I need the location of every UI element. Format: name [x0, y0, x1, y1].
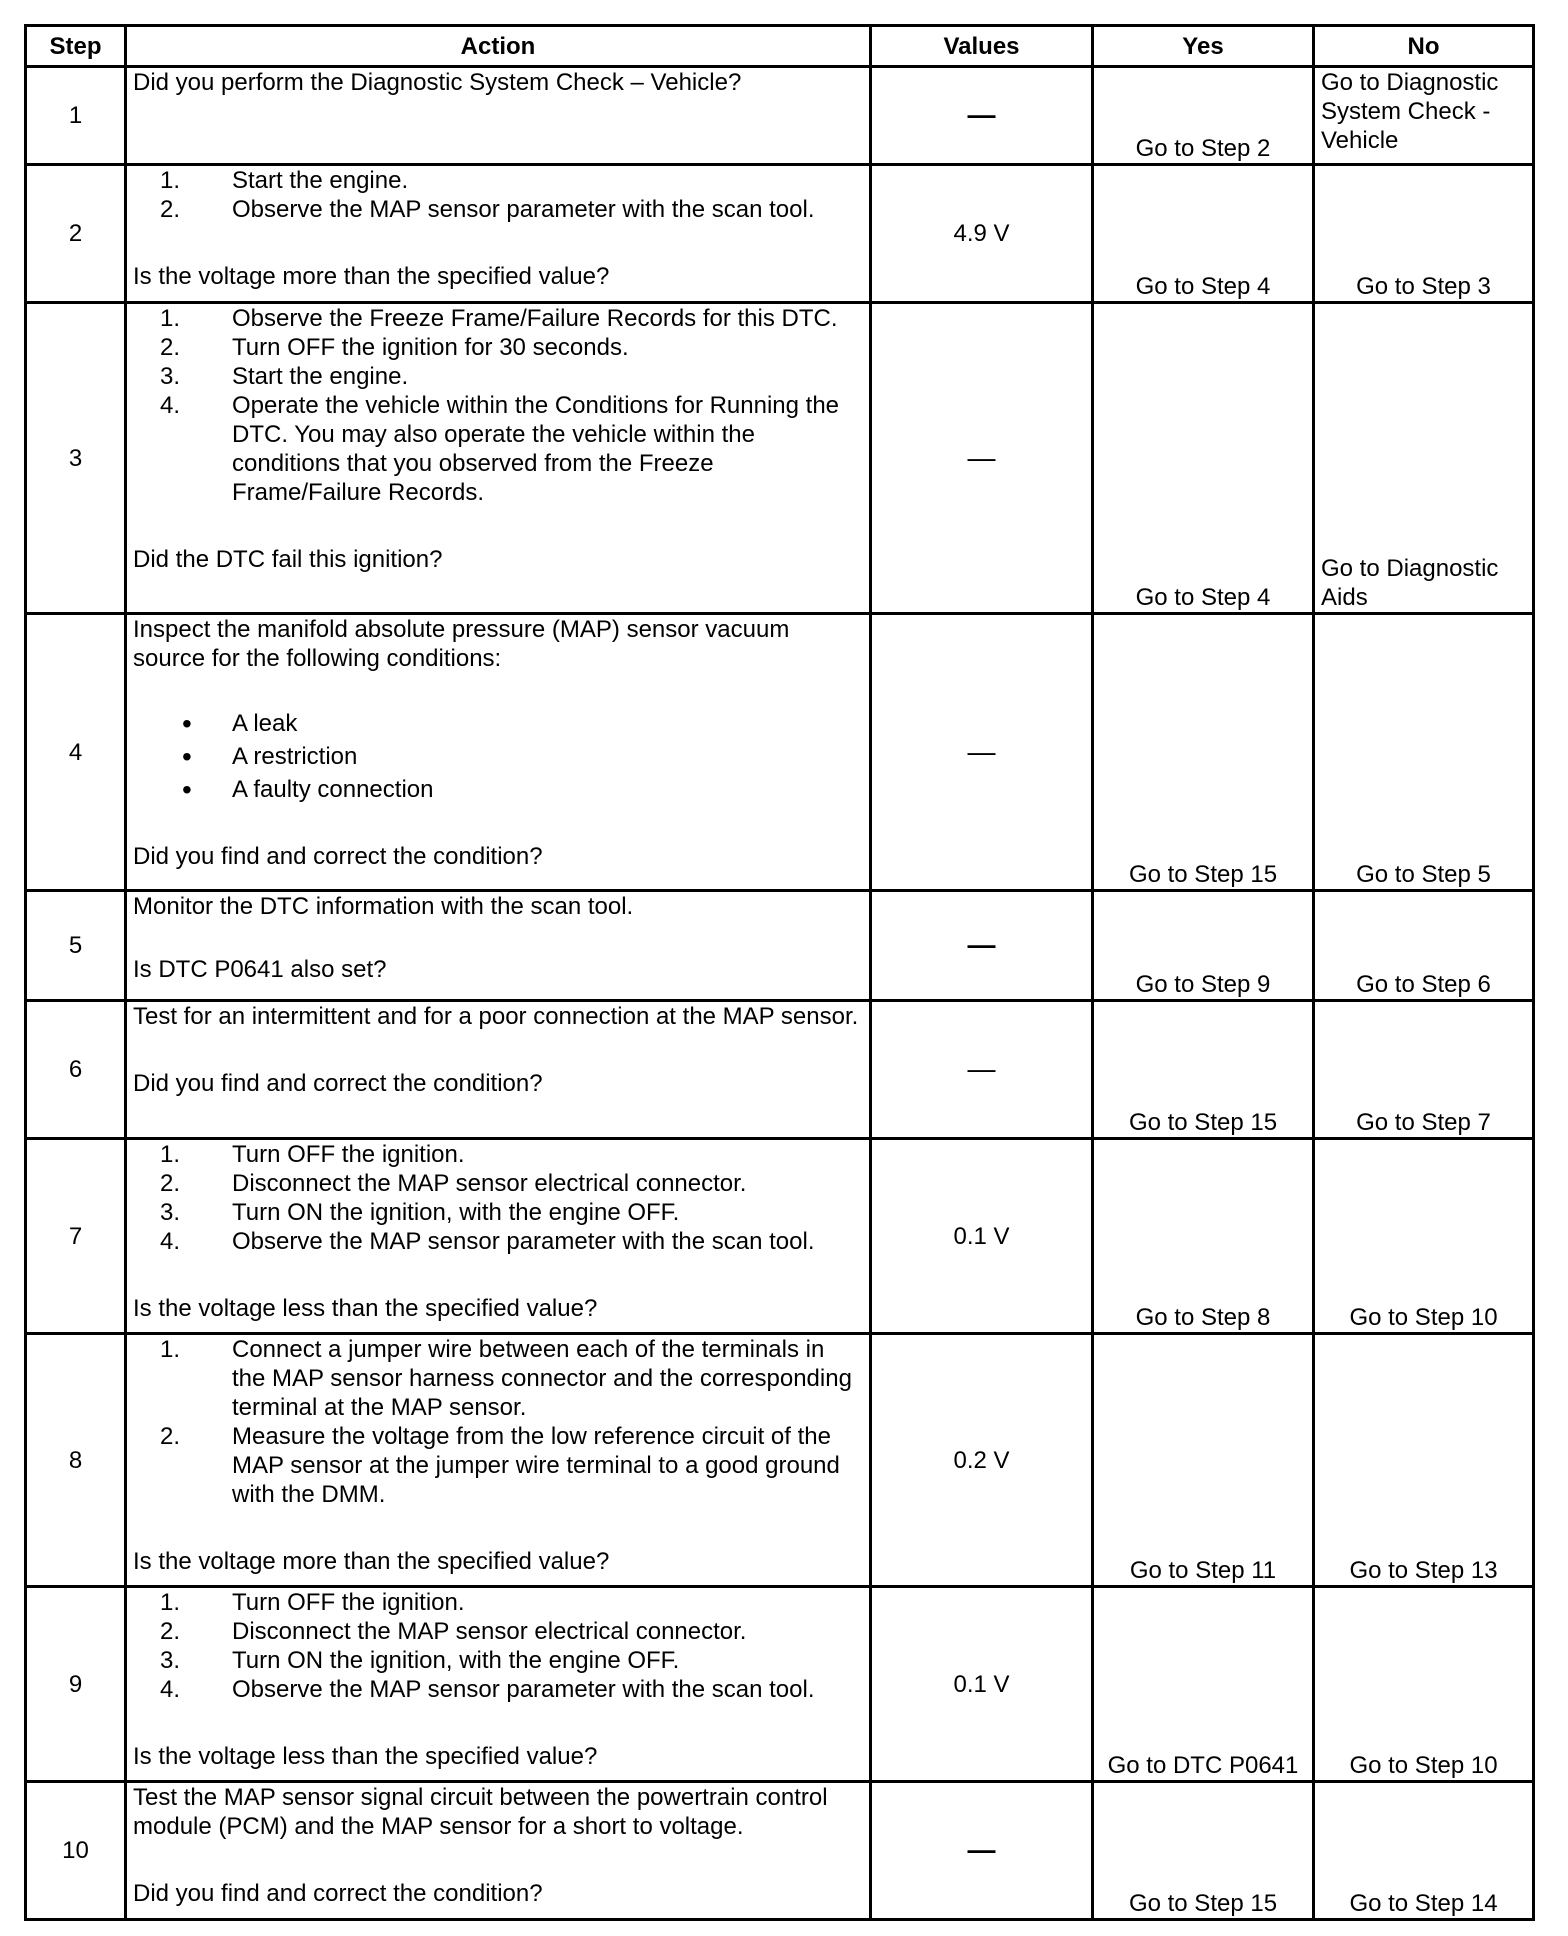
step-number: 4 — [26, 614, 126, 891]
yes-cell: Go to Step 4 — [1093, 303, 1314, 614]
action-cell — [126, 1001, 871, 1139]
action-question: Is DTC P0641 also set? — [133, 956, 387, 983]
action-intro: Did you perform the Diagnostic System Check – Vehicle? — [133, 69, 742, 96]
header-values: Values — [871, 26, 1093, 67]
no-cell: Go to Step 3 — [1314, 165, 1534, 303]
table-row — [26, 67, 1534, 165]
action-intro: Monitor the DTC information with the scan tool. — [133, 893, 634, 920]
action-steps — [133, 1140, 863, 1256]
action-cell — [126, 303, 871, 614]
step-number: 3 — [26, 303, 126, 614]
diagnostic-table — [24, 24, 1535, 1921]
action-step: Turn OFF the ignition. — [232, 1141, 465, 1168]
action-cell — [126, 1139, 871, 1334]
value-text: — — [967, 1053, 996, 1084]
step-number: 1 — [26, 67, 126, 165]
step-number: 9 — [26, 1587, 126, 1782]
action-steps — [133, 304, 863, 507]
no-cell: Go to Step 5 — [1314, 614, 1534, 891]
action-cell — [126, 891, 871, 1001]
step-number: 6 — [26, 1001, 126, 1139]
value-cell — [871, 891, 1093, 1001]
yes-cell: Go to Step 2 — [1093, 67, 1314, 165]
value-cell — [871, 1001, 1093, 1139]
action-intro: Inspect the manifold absolute pressure (MAP) sensor vacuum source for the following conditions: — [133, 616, 790, 672]
action-question: Did the DTC fail this ignition? — [133, 546, 443, 573]
action-question: Did you find and correct the condition? — [133, 1880, 543, 1907]
action-intro: Test for an intermittent and for a poor connection at the MAP sensor. — [133, 1003, 859, 1030]
no-cell: Go to Step 10 — [1314, 1587, 1534, 1782]
yes-cell: Go to Step 9 — [1093, 891, 1314, 1001]
value-text: — — [967, 929, 996, 960]
action-cell — [126, 614, 871, 891]
table-row — [26, 1587, 1534, 1782]
value-text: — — [967, 441, 996, 473]
action-step: Operate the vehicle within the Conditions for Running the DTC. You may also operate the vehicle within the conditions that you observed from the Freeze Frame/Failure Records. — [232, 392, 840, 506]
table-row — [26, 891, 1534, 1001]
header-step: Step — [26, 26, 126, 67]
action-step: Observe the Freeze Frame/Failure Records for this DTC. — [232, 305, 838, 332]
value-text: — — [967, 1834, 996, 1865]
table-row — [26, 614, 1534, 891]
action-cell — [126, 67, 871, 165]
yes-cell: Go to Step 11 — [1093, 1334, 1314, 1587]
condition-item: • A leak — [232, 707, 863, 740]
value-cell: 0.1 V — [871, 1587, 1093, 1782]
action-steps — [133, 166, 863, 224]
no-cell: Go to Step 10 — [1314, 1139, 1534, 1334]
action-question: Is the voltage more than the specified value? — [133, 263, 610, 290]
table-row — [26, 1001, 1534, 1139]
action-step: Observe the MAP sensor parameter with the scan tool. — [232, 1228, 815, 1255]
action-step: Measure the voltage from the low reference circuit of the MAP sensor at the jumper wire terminal to a good ground with the DMM. — [232, 1423, 840, 1508]
action-cell — [126, 1334, 871, 1587]
action-question: Is the voltage more than the specified value? — [133, 1548, 610, 1575]
no-cell: Go to Step 7 — [1314, 1001, 1534, 1139]
action-step: Turn OFF the ignition for 30 seconds. — [232, 334, 629, 361]
action-question: Is the voltage less than the specified value? — [133, 1295, 598, 1322]
header-action: Action — [126, 26, 871, 67]
condition-item: • A restriction — [232, 740, 863, 773]
value-cell: 4.9 V — [871, 165, 1093, 303]
action-cell — [126, 1782, 871, 1920]
action-question: Did you find and correct the condition? — [133, 1070, 543, 1097]
step-number: 10 — [26, 1782, 126, 1920]
action-step: Observe the MAP sensor parameter with the scan tool. — [232, 1676, 815, 1703]
no-cell: Go to Step 13 — [1314, 1334, 1534, 1587]
step-number: 2 — [26, 165, 126, 303]
action-step: Disconnect the MAP sensor electrical connector. — [232, 1170, 747, 1197]
table-row — [26, 303, 1534, 614]
condition-item: • A faulty connection — [232, 773, 863, 806]
action-question: Did you find and correct the condition? — [133, 843, 543, 870]
condition-list — [133, 707, 863, 806]
action-step: Turn OFF the ignition. — [232, 1589, 465, 1616]
action-step: Turn ON the ignition, with the engine OFF. — [232, 1647, 680, 1674]
step-number: 8 — [26, 1334, 126, 1587]
no-cell: Go to Diagnostic Aids — [1314, 303, 1534, 614]
value-text: — — [967, 735, 996, 767]
action-question: Is the voltage less than the specified value? — [133, 1743, 598, 1770]
value-cell: 0.1 V — [871, 1139, 1093, 1334]
no-cell: Go to Step 6 — [1314, 891, 1534, 1001]
table-row — [26, 1334, 1534, 1587]
header-yes: Yes — [1093, 26, 1314, 67]
value-cell: 0.2 V — [871, 1334, 1093, 1587]
action-step: Observe the MAP sensor parameter with the scan tool. — [232, 196, 815, 223]
value-cell — [871, 614, 1093, 891]
value-text: — — [967, 99, 996, 130]
table-row — [26, 1782, 1534, 1920]
yes-cell: Go to Step 15 — [1093, 614, 1314, 891]
header-row — [26, 26, 1534, 67]
yes-cell: Go to Step 8 — [1093, 1139, 1314, 1334]
step-number: 5 — [26, 891, 126, 1001]
action-step: Start the engine. — [232, 167, 409, 194]
action-steps — [133, 1335, 863, 1509]
action-step: Disconnect the MAP sensor electrical connector. — [232, 1618, 747, 1645]
action-cell — [126, 1587, 871, 1782]
value-cell — [871, 67, 1093, 165]
action-step: Connect a jumper wire between each of the terminals in the MAP sensor harness connector and the corresponding terminal at the MAP sensor. — [232, 1336, 852, 1421]
value-cell — [871, 303, 1093, 614]
action-cell — [126, 165, 871, 303]
no-cell: Go to Diagnostic System Check - Vehicle — [1314, 67, 1534, 165]
table-row — [26, 1139, 1534, 1334]
action-step: Turn ON the ignition, with the engine OFF. — [232, 1199, 680, 1226]
yes-cell: Go to Step 4 — [1093, 165, 1314, 303]
header-no: No — [1314, 26, 1534, 67]
yes-cell: Go to DTC P0641 — [1093, 1587, 1314, 1782]
value-cell — [871, 1782, 1093, 1920]
table-row — [26, 165, 1534, 303]
action-steps — [133, 1588, 863, 1704]
no-cell: Go to Step 14 — [1314, 1782, 1534, 1920]
yes-cell: Go to Step 15 — [1093, 1782, 1314, 1920]
yes-cell: Go to Step 15 — [1093, 1001, 1314, 1139]
step-number: 7 — [26, 1139, 126, 1334]
action-step: Start the engine. — [232, 363, 409, 390]
action-intro: Test the MAP sensor signal circuit between the powertrain control module (PCM) and the MAP sensor for a short to voltage. — [133, 1784, 828, 1840]
